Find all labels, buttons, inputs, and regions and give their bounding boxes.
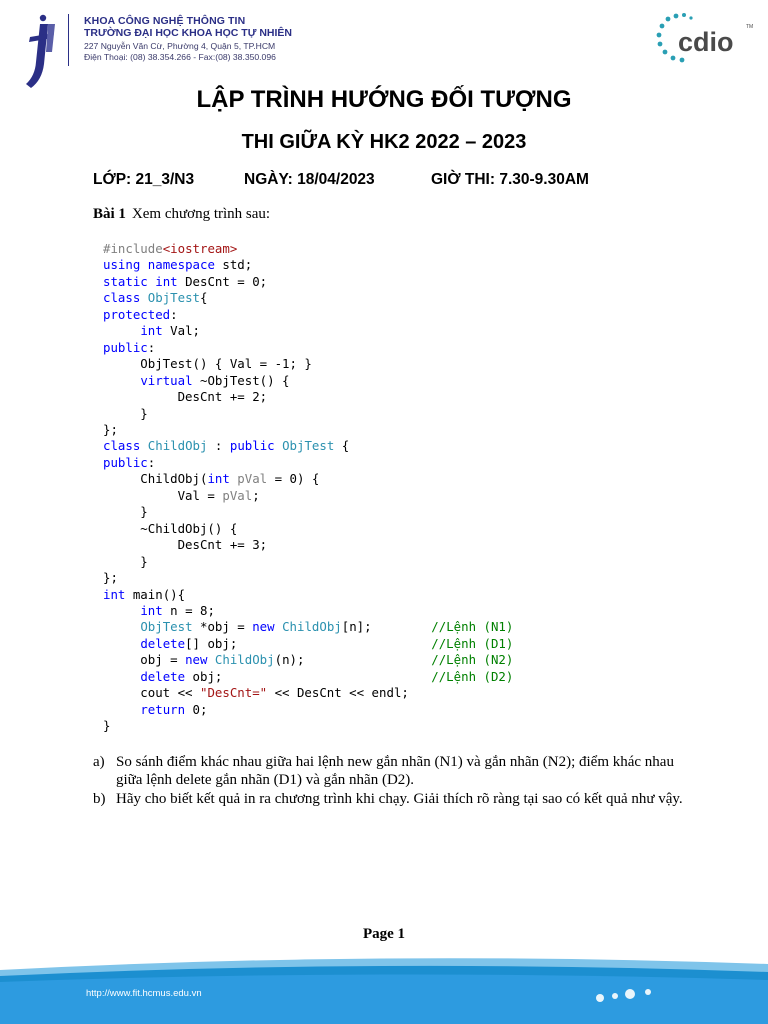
code-block: #include<iostream> using namespace std; static int DesCnt = 0; class ObjTest{ protected: int Val; public: ObjTest() { Val = -1; } virtual ~ObjTest() { DesCnt += 2; } }; class ChildObj : public ObjTest { public: ChildObj(int pVal = 0) { Val = pVal; } ~ChildObj() { DesCnt += 3; } }; int main(){ int n = 8; ObjTest *obj = new ChildObj[n]; //Lệnh (N1) delete[] obj; //Lệnh (D1) obj = new ChildObj(n); //Lệnh (N2) delete obj; //Lệnh (D2) cout << "DesCnt=" << DesCnt << endl; return 0; } [103,241,514,734]
cdio-wordmark: cdio [678,27,734,57]
page-number: Page 1 [362,926,406,942]
exercise-label: Bài 1 [93,206,126,222]
exam-title: THI GIỮA KỲ HK2 2022 – 2023 [241,131,527,153]
question-b [93,790,683,808]
cdio-trademark: TM [746,24,754,30]
address-text: 227 Nguyễn Văn Cừ, Phường 4, Quận 5, TP.HCM [84,41,276,51]
exercise-heading [93,206,270,223]
fit-logo [22,10,58,90]
class-info: LỚP: 21_3/N3 [93,171,195,188]
question-b-label: b) [93,791,106,807]
header-divider [68,14,69,66]
question-a [93,753,683,789]
date-info: NGÀY: 18/04/2023 [244,171,375,188]
question-a-text: So sánh điểm khác nhau giữa hai lệnh new gắn nhãn (N1) và gắn nhãn (N2); điểm khác nhau giữa lệnh delete gắn nhãn (D1) và gắn nhãn (D2). [116,754,674,788]
footer-wave [0,948,768,1024]
faculty-name: KHOA CÔNG NGHỆ THÔNG TIN [84,15,246,27]
university-name: TRƯỜNG ĐẠI HỌC KHOA HỌC TỰ NHIÊN [84,27,292,39]
time-info: GIỜ THI: 7.30-9.30AM [431,171,589,188]
phone-text: Điện Thoại: (08) 38.354.266 - Fax:(08) 38.350.096 [84,52,276,62]
footer-url: http://www.fit.hcmus.edu.vn [86,988,202,999]
question-b-text: Hãy cho biết kết quả in ra chương trình khi chạy. Giải thích rõ ràng tại sao có kết quả như vậy. [116,791,683,807]
exercise-text: Xem chương trình sau: [131,206,271,222]
cdio-logo [656,10,756,66]
question-a-label: a) [93,754,105,770]
course-title: LẬP TRÌNH HƯỚNG ĐỐI TƯỢNG [196,86,572,113]
